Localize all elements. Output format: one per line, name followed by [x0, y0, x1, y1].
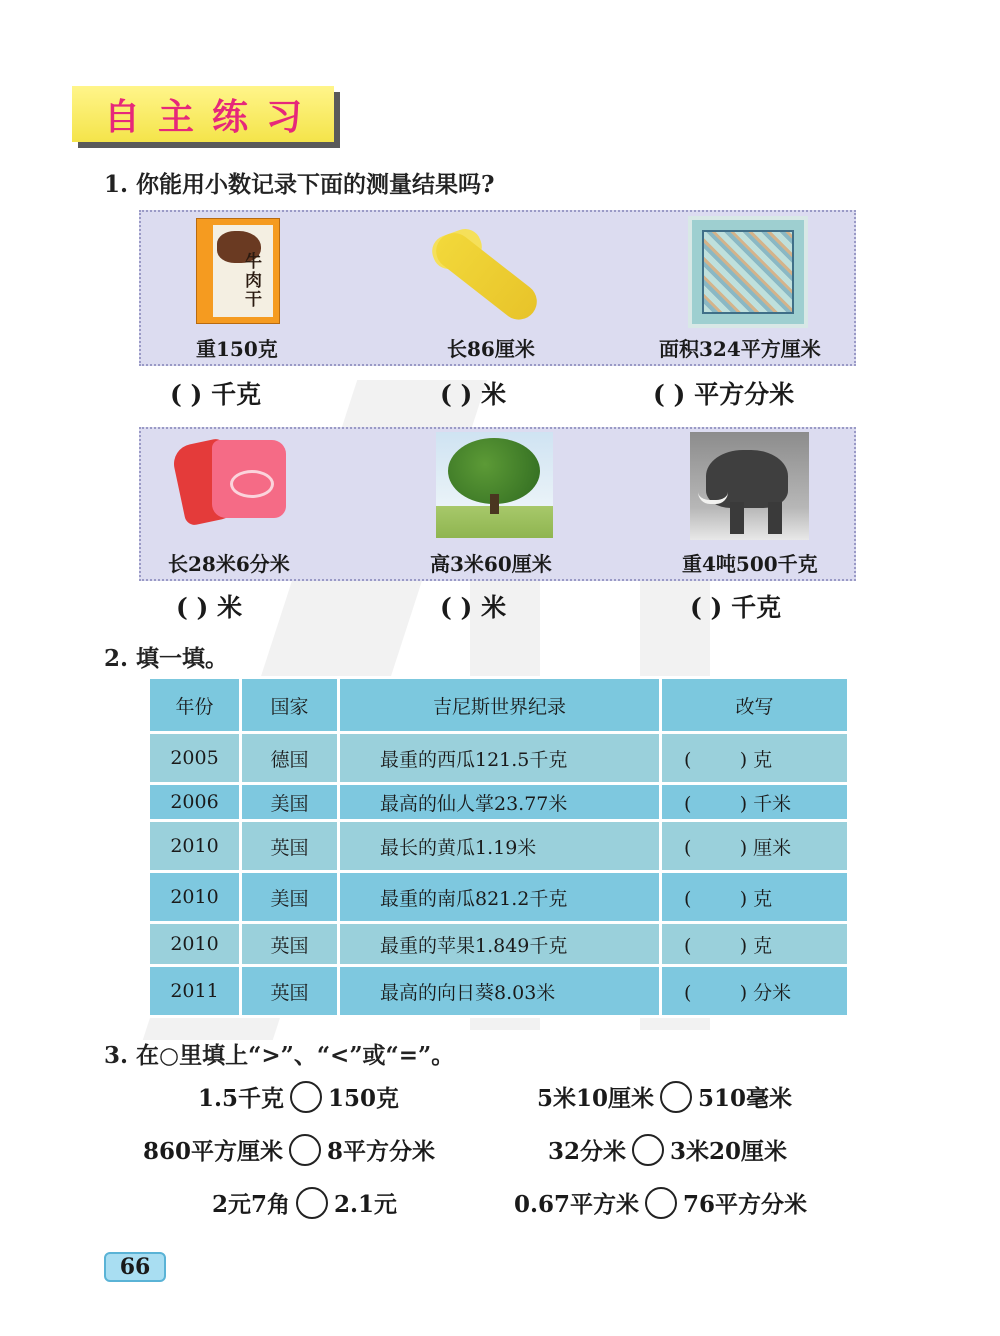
comparison-right: 8平方分米: [327, 1138, 436, 1165]
tree-trunk: [490, 494, 499, 514]
comparison-item: [537, 1080, 792, 1113]
section-banner: [72, 86, 334, 142]
beef-package-text: 牛肉干: [245, 252, 262, 310]
comparison-item: [212, 1186, 397, 1219]
comparison-left: 2元7角: [212, 1191, 291, 1218]
cell-record: 最重的苹果1.849千克: [339, 923, 661, 966]
cell-year: 2010: [149, 923, 241, 966]
table-row: [149, 733, 849, 784]
scarf-image: [178, 436, 286, 526]
question-1-title: 1. 你能用小数记录下面的测量结果吗?: [104, 171, 495, 198]
comparison-item: [548, 1133, 787, 1166]
cell-country: 德国: [241, 733, 339, 784]
compare-circle[interactable]: [660, 1081, 692, 1113]
elephant-leg: [730, 502, 744, 534]
cell-country: 美国: [241, 784, 339, 821]
answer-blank[interactable]: ( ) 千克: [170, 380, 262, 409]
answer-blank[interactable]: ( ) 千克: [690, 593, 782, 622]
table-header-row: [149, 678, 849, 733]
compare-circle[interactable]: [290, 1081, 322, 1113]
cell-country: 美国: [241, 872, 339, 923]
answer-blank[interactable]: ( ) 米: [176, 593, 243, 622]
comparison-item: [143, 1133, 435, 1166]
measure-label: 长28米6分米: [168, 552, 290, 576]
compare-circle[interactable]: [632, 1134, 664, 1166]
header-year: 年份: [149, 678, 241, 733]
comparison-right: 3米20厘米: [670, 1138, 788, 1165]
comparison-left: 1.5千克: [198, 1085, 285, 1112]
comparison-left: 32分米: [548, 1138, 627, 1165]
cell-answer[interactable]: ( ) 克: [661, 872, 849, 923]
comparison-left: 860平方厘米: [143, 1138, 284, 1165]
beef-package: [213, 225, 273, 317]
carpet-pattern: [702, 230, 794, 314]
comparison-item: [514, 1186, 807, 1219]
cell-country: 英国: [241, 821, 339, 872]
cell-answer[interactable]: ( ) 分米: [661, 966, 849, 1017]
carpet-image: [688, 216, 808, 328]
measure-label: 高3米60厘米: [430, 552, 552, 576]
cell-record: 最重的西瓜121.5千克: [339, 733, 661, 784]
measure-label: 面积324平方厘米: [659, 337, 821, 361]
table-row: [149, 784, 849, 821]
comparison-right: 2.1元: [334, 1191, 398, 1218]
compare-circle[interactable]: [289, 1134, 321, 1166]
cell-answer[interactable]: ( ) 厘米: [661, 821, 849, 872]
cell-year: 2010: [149, 872, 241, 923]
answer-blank[interactable]: ( ) 米: [440, 593, 507, 622]
header-rewrite: 改写: [661, 678, 849, 733]
cell-year: 2006: [149, 784, 241, 821]
cell-answer[interactable]: ( ) 千米: [661, 784, 849, 821]
page-number: 66: [104, 1252, 166, 1282]
elephant-image: [690, 432, 809, 540]
cell-record: 最长的黄瓜1.19米: [339, 821, 661, 872]
measure-label: 长86厘米: [447, 337, 535, 361]
answer-blank[interactable]: ( ) 平方分米: [653, 380, 795, 409]
tree-image: [436, 432, 553, 538]
cell-year: 2010: [149, 821, 241, 872]
records-table: [147, 676, 850, 1018]
beef-jerky-image: [196, 218, 280, 324]
table-row: [149, 872, 849, 923]
cell-answer[interactable]: ( ) 克: [661, 733, 849, 784]
answer-blank[interactable]: ( ) 米: [440, 380, 507, 409]
cell-year: 2011: [149, 966, 241, 1017]
measure-label: 重150克: [196, 337, 278, 361]
section-title: 自主练习: [103, 96, 320, 138]
measure-label: 重4吨500千克: [682, 552, 818, 576]
cell-year: 2005: [149, 733, 241, 784]
table-row: [149, 923, 849, 966]
comparison-right: 76平方分米: [683, 1191, 808, 1218]
question-3-title: 3. 在○里填上“>”、“<”或“=”。: [104, 1042, 455, 1069]
comparison-right: 150克: [328, 1085, 400, 1112]
table-row: [149, 821, 849, 872]
elephant-leg: [768, 502, 782, 534]
cell-record: 最高的仙人掌23.77米: [339, 784, 661, 821]
header-record: 吉尼斯世界纪录: [339, 678, 661, 733]
comparison-right: 510毫米: [698, 1085, 793, 1112]
comparison-left: 0.67平方米: [514, 1191, 640, 1218]
cell-record: 最高的向日葵8.03米: [339, 966, 661, 1017]
question-2-title: 2. 填一填。: [104, 645, 229, 672]
cell-answer[interactable]: ( ) 克: [661, 923, 849, 966]
comparison-left: 5米10厘米: [537, 1085, 655, 1112]
cell-country: 英国: [241, 966, 339, 1017]
scarf-pattern: [230, 470, 274, 498]
header-country: 国家: [241, 678, 339, 733]
compare-circle[interactable]: [296, 1187, 328, 1219]
table-row: [149, 966, 849, 1017]
comparison-item: [198, 1080, 399, 1113]
compare-circle[interactable]: [645, 1187, 677, 1219]
cell-country: 英国: [241, 923, 339, 966]
cell-record: 最重的南瓜821.2千克: [339, 872, 661, 923]
